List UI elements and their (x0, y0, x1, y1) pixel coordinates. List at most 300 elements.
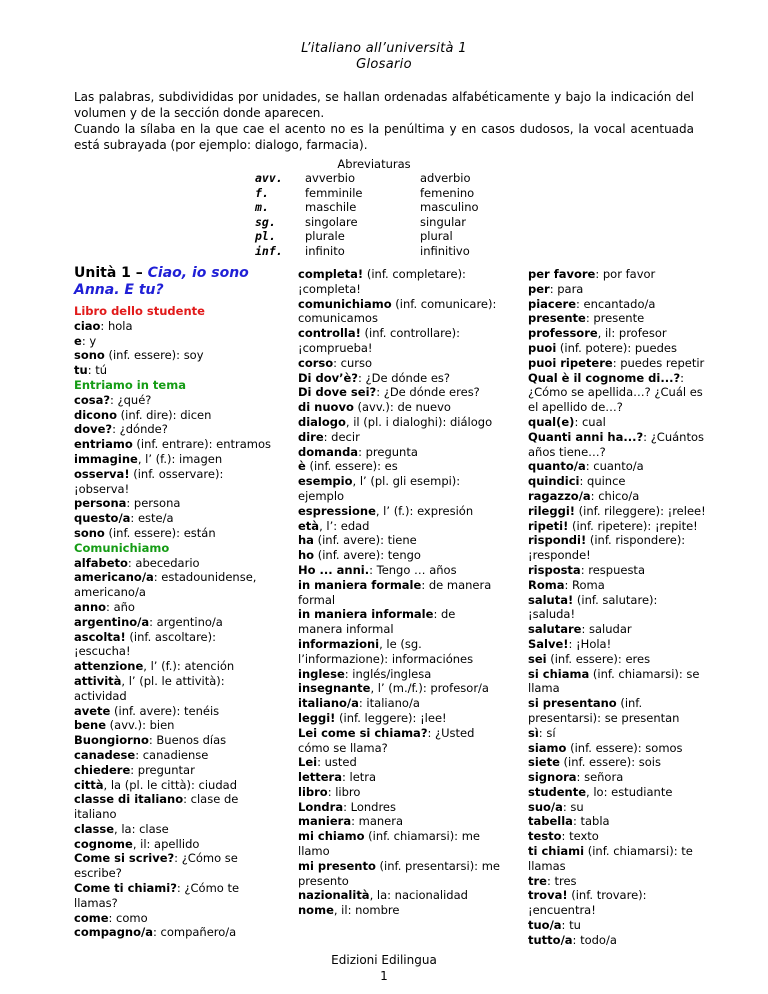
glossary-entry (528, 652, 708, 667)
intro-paragraph-1: Las palabras, subdivididas por unidades, se hallan ordenadas alfabéticamente y bajo la indicación del volumen y de la sección donde aparecen. (74, 90, 694, 120)
entry-headword: e (74, 333, 82, 348)
entry-headword: ascolta! (74, 629, 126, 644)
entry-translation: : Roma (564, 577, 605, 592)
entry-translation: : ¿Cómo se apellida…? ¿Cuál es el apellido de…? (528, 370, 703, 415)
glossary-entry (74, 733, 274, 748)
glossary-entry (298, 519, 503, 534)
glossary-entry (298, 696, 503, 711)
glossary-entry (528, 918, 708, 933)
entry-translation: : cuanto/a (585, 459, 644, 474)
entry-headword: tuo/a (528, 918, 562, 933)
glossary-entry (298, 267, 503, 297)
entry-headword: signora (528, 770, 577, 785)
entry-translation: : de manera informal (298, 607, 456, 637)
entry-headword: classe di italiano (74, 792, 184, 807)
entry-translation: , l’ (f.): atención (143, 659, 235, 674)
glossary-entry (528, 311, 708, 326)
entry-headword: tre (528, 873, 547, 888)
abbreviations-table (255, 171, 479, 258)
glossary-entry (74, 334, 274, 349)
glossary-entry (528, 474, 708, 489)
entry-translation: (inf. avere): tiene (313, 533, 417, 548)
entry-translation: : todo/a (572, 932, 617, 947)
entry-headword: bene (74, 718, 107, 733)
entry-headword: classe (74, 821, 115, 836)
entry-headword: lettera (298, 770, 342, 785)
entry-translation: : cual (574, 414, 606, 429)
glossary-entry (528, 770, 708, 785)
entry-translation: : clase de italiano (74, 792, 239, 822)
entry-headword: leggi! (298, 710, 336, 725)
entry-headword: età (298, 518, 320, 533)
entry-translation: : Tengo … años (369, 562, 457, 577)
entry-headword: Ho ... anni. (298, 562, 370, 577)
entry-headword: è (298, 459, 306, 474)
entry-translation: (inf. essere): soy (104, 348, 204, 363)
glossary-entry (74, 526, 274, 541)
glossary-entry (298, 829, 503, 859)
entry-headword: completa! (298, 267, 364, 281)
glossary-entry (298, 903, 503, 918)
glossary-entry (74, 792, 274, 822)
entry-translation: (inf. chiamarsi): se llama (528, 666, 700, 696)
entry-translation: : año (106, 599, 135, 614)
entry-headword: mi chiamo (298, 829, 365, 844)
entry-translation: : letra (341, 770, 377, 785)
abbreviations-title: Abreviaturas (337, 157, 411, 171)
glossary-entry (298, 800, 503, 815)
abbreviation-spanish: infinitivo (420, 243, 470, 258)
entry-translation: , il: nombre (333, 903, 400, 918)
entry-translation: (inf. leggere): ¡lee! (335, 710, 447, 725)
entry-headword: come (74, 910, 109, 925)
entry-translation: : abecedario (127, 555, 200, 570)
entry-translation: : curso (333, 355, 373, 370)
glossary-entry (298, 459, 503, 474)
entry-translation: : decir (323, 429, 360, 444)
entry-headword: cosa? (74, 392, 110, 407)
entry-headword: puoi ripetere (528, 355, 613, 370)
entry-headword: per (528, 281, 550, 296)
entry-headword: Qual è il cognome di...? (528, 370, 681, 385)
entry-translation: , le (sg. l’informazione): informaciónes (298, 636, 474, 666)
glossary-entry (74, 822, 274, 837)
entry-headword: dire (298, 429, 324, 444)
glossary-entry (528, 814, 708, 829)
entry-headword: Di dov’è? (298, 370, 358, 385)
entry-headword: sono (74, 525, 105, 540)
entry-translation: (inf. presentarsi): me presento (298, 858, 500, 888)
entry-translation: : tres (546, 873, 577, 888)
glossary-entry (74, 556, 274, 571)
entry-translation: : preguntar (130, 762, 195, 777)
glossary-entry (528, 267, 708, 282)
footer-page-number: 1 (380, 969, 388, 983)
entry-headword: cognome (74, 836, 133, 851)
entry-headword: quindici (528, 474, 580, 489)
glossary-entry (298, 356, 503, 371)
entry-translation: : para (549, 281, 584, 296)
entry-headword: piacere (528, 296, 577, 311)
entry-headword: esempio (298, 474, 353, 489)
entry-translation: : usted (317, 755, 357, 770)
entry-headword: Lei come si chiama? (298, 725, 428, 740)
entry-headword: domanda (298, 444, 359, 459)
entry-translation: , l’ (f.): expresión (375, 503, 474, 518)
entry-headword: Lei (298, 755, 318, 770)
abbreviation: pl. (255, 229, 276, 243)
entry-translation: , il: apellido (132, 836, 200, 851)
glossary-entry (298, 578, 503, 608)
entry-headword: mi presento (298, 858, 376, 873)
entry-headword: ripeti! (528, 518, 569, 533)
glossary-entry (528, 459, 708, 474)
entry-headword: salutare (528, 622, 582, 637)
glossary-entry (298, 326, 503, 356)
glossary-entry (528, 622, 708, 637)
section-heading: Comunichiamo (74, 540, 170, 555)
entry-headword: argentino/a (74, 614, 150, 629)
entry-headword: tutto/a (528, 932, 573, 947)
glossary-entry (528, 874, 708, 889)
entry-translation: : pregunta (358, 444, 418, 459)
entry-translation: : señora (576, 770, 624, 785)
entry-headword: Di dove sei? (298, 385, 377, 400)
glossary-column-3 (528, 267, 708, 948)
entry-translation: , la: clase (114, 821, 169, 836)
entry-translation: : manera (351, 814, 404, 829)
entry-headword: ho (298, 548, 315, 563)
entry-translation: : ¿Cómo te llamas? (74, 881, 240, 910)
glossary-column-1 (74, 265, 274, 940)
entry-translation: (inf. presentarsi): se presentan (528, 696, 680, 725)
abbreviation-row (255, 171, 479, 186)
entry-headword: Londra (298, 799, 344, 814)
glossary-entry (298, 637, 503, 667)
glossary-entry (298, 607, 503, 637)
entry-translation: (inf. essere): somos (566, 740, 683, 755)
glossary-entry (528, 489, 708, 504)
entry-translation: (inf. essere): eres (546, 651, 651, 666)
entry-translation: : ¡Hola! (568, 636, 612, 651)
entry-headword: Roma (528, 577, 565, 592)
glossary-entry (528, 741, 708, 756)
entry-translation: (inf. essere): sois (559, 755, 661, 770)
unit-heading (74, 265, 274, 299)
entry-headword: avete (74, 703, 111, 718)
entry-headword: maniera (298, 814, 352, 829)
entry-headword: saluta! (528, 592, 574, 607)
entry-translation: : ¿De dónde eres? (376, 385, 480, 400)
document-title: L’italiano all’università 1 (301, 41, 467, 56)
entry-translation: : por favor (595, 267, 656, 281)
glossary-entry (74, 659, 274, 674)
entry-translation: : saludar (581, 622, 632, 637)
entry-headword: attenzione (74, 659, 144, 674)
abbreviation: m. (255, 200, 269, 214)
entry-translation: (inf. trovare): ¡encuentra! (528, 888, 647, 918)
entry-headword: italiano/a (298, 696, 359, 711)
abbreviation-spanish: adverbio (420, 171, 471, 185)
glossary-entry (528, 800, 708, 815)
entry-translation: : estadounidense, americano/a (74, 570, 257, 600)
abbreviation-row (255, 229, 479, 244)
glossary-entry (528, 371, 708, 415)
entry-headword: ti chiami (528, 844, 585, 859)
entry-headword: canadese (74, 747, 136, 762)
glossary-entry (528, 829, 708, 844)
glossary-entry (298, 770, 503, 785)
abbreviation: inf. (255, 243, 283, 258)
entry-translation: : y (81, 333, 97, 348)
entry-headword: trova! (528, 888, 568, 903)
entry-headword: libro (298, 784, 328, 799)
unit-prefix: Unità 1 – (74, 265, 148, 281)
glossary-entry (74, 674, 274, 704)
glossary-entry (528, 415, 708, 430)
glossary-entry (528, 326, 708, 341)
glossary-entry (528, 755, 708, 770)
entry-headword: dialogo (298, 414, 346, 429)
entry-headword: puoi (528, 340, 557, 355)
glossary-entry (298, 726, 503, 756)
entry-headword: si presentano (528, 696, 617, 711)
entry-headword: studente (528, 784, 587, 799)
entry-headword: dicono (74, 407, 117, 422)
glossary-entry (528, 637, 708, 652)
entry-translation: , l’: edad (319, 518, 370, 533)
entry-headword: attività (74, 673, 122, 688)
entry-translation: : inglés/inglesa (344, 666, 432, 681)
entry-translation: (inf. completare): ¡completa! (298, 267, 466, 296)
entry-translation: (inf. dire): dicen (116, 407, 212, 422)
entry-translation: (avv.): bien (106, 718, 175, 733)
entry-headword: presente (528, 311, 586, 326)
glossary-entry (298, 400, 503, 415)
glossary-entry (74, 778, 274, 793)
entry-translation: , l’ (pl. gli esempi): ejemplo (298, 474, 461, 503)
entry-translation: (inf. avere): tengo (314, 548, 421, 563)
entry-translation: (inf. essere): es (305, 459, 398, 474)
abbreviation-spanish: singular (420, 214, 467, 229)
glossary-entry (74, 511, 274, 526)
glossary-entry (528, 888, 708, 918)
entry-headword: insegnante (298, 681, 371, 696)
entry-translation: : canadiense (135, 747, 209, 762)
abbreviation-spanish: plural (420, 229, 453, 243)
abbreviation-italian: maschile (305, 200, 357, 214)
entry-translation: , l’ (f.): imagen (137, 451, 223, 466)
glossary-entry (528, 593, 708, 623)
glossary-entry (298, 297, 503, 327)
glossary-entry (74, 319, 274, 334)
entry-headword: Come ti chiami? (74, 881, 177, 896)
entry-translation: : ¿dónde? (112, 422, 168, 437)
entry-translation: : ¿Cuántos años tiene…? (528, 429, 704, 459)
entry-headword: suo/a (528, 799, 563, 814)
glossary-entry (74, 704, 274, 719)
glossary-entry (298, 888, 503, 903)
entry-translation: : presente (585, 311, 645, 326)
entry-translation: (inf. ripetere): ¡repite! (568, 518, 698, 533)
entry-headword: chiedere (74, 762, 131, 777)
footer-publisher: Edizioni Edilingua (331, 953, 437, 967)
entry-translation: : puedes repetir (612, 355, 705, 370)
entry-translation: : tabla (572, 814, 610, 829)
section-heading: Libro dello studente (74, 304, 205, 318)
entry-translation: : Buenos días (148, 733, 227, 748)
entry-headword: americano/a (74, 570, 154, 585)
entry-headword: dove? (74, 422, 113, 437)
entry-translation: , la (pl. le città): ciudad (103, 777, 237, 792)
entry-translation: (inf. osservare): ¡observa! (74, 466, 224, 496)
entry-translation: (inf. ascoltare): ¡escucha! (74, 629, 216, 659)
glossary-entry (528, 356, 708, 371)
glossary-entry (528, 504, 708, 519)
entry-translation: : argentino/a (149, 614, 223, 629)
entry-headword: per favore (528, 267, 596, 281)
abbreviation-italian: infinito (305, 243, 345, 258)
glossary-entry (298, 785, 503, 800)
glossary-entry (74, 452, 274, 467)
entry-translation: : ¿De dónde es? (357, 370, 451, 385)
glossary-entry (298, 859, 503, 889)
abbreviation-spanish: masculino (420, 200, 479, 214)
entry-translation: : de manera formal (298, 577, 492, 607)
entry-translation: (avv.): de nuevo (353, 400, 451, 415)
entry-translation: : tu (561, 918, 581, 933)
glossary-entry (74, 363, 274, 378)
glossary-entry (528, 578, 708, 593)
glossary-entry (74, 748, 274, 763)
abbreviation-italian: plurale (305, 229, 345, 243)
glossary-entry (298, 814, 503, 829)
entry-headword: quanto/a (528, 459, 586, 474)
glossary-entry (298, 430, 503, 445)
glossary-entry (298, 445, 503, 460)
entry-translation: , l’ (m./f.): profesor/a (370, 681, 489, 696)
entry-translation: : tú (87, 363, 108, 378)
entry-headword: ha (298, 533, 314, 548)
entry-headword: immagine (74, 451, 138, 466)
abbreviation-italian: avverbio (305, 171, 355, 185)
entry-headword: questo/a (74, 511, 131, 526)
entry-translation: (inf. rispondere): ¡responde! (528, 533, 686, 563)
entry-translation: : texto (561, 829, 599, 844)
entry-translation: (inf. chiamarsi): me llamo (298, 829, 480, 859)
entry-translation: : como (108, 910, 148, 925)
intro-paragraph-2: Cuando la sílaba en la que cae el acento no es la penúltima y en casos dudosos, la vocal acentuada está subrayada (por ejemplo: dialogo, farmacia). (74, 122, 694, 152)
glossary-entry (74, 630, 274, 660)
entry-headword: Salve! (528, 636, 569, 651)
glossary-entry (74, 496, 274, 511)
entry-translation: (inf. entrare): entramos (132, 437, 271, 452)
glossary-entry (528, 844, 708, 874)
entry-translation: (inf. rileggere): ¡relee! (575, 503, 706, 518)
entry-translation: (inf. essere): están (104, 525, 216, 540)
entry-headword: anno (74, 599, 107, 614)
entry-translation: : libro (327, 784, 361, 799)
glossary-entry (74, 837, 274, 852)
entry-headword: siete (528, 755, 560, 770)
entry-headword: sei (528, 651, 547, 666)
abbreviation-italian: femminile (305, 185, 363, 200)
glossary-entry (528, 341, 708, 356)
entry-headword: sì (528, 725, 539, 740)
entry-headword: qual(e) (528, 414, 575, 429)
abbreviation: avv. (255, 171, 283, 185)
glossary-entry (298, 533, 503, 548)
entry-translation: : encantado/a (576, 296, 656, 311)
entry-headword: in maniera formale (298, 577, 422, 592)
glossary-entry (528, 785, 708, 800)
glossary-entry (528, 726, 708, 741)
entry-headword: città (74, 777, 104, 792)
entry-headword: espressione (298, 503, 376, 518)
glossary-entry (74, 911, 274, 926)
glossary-entry (528, 297, 708, 312)
entry-headword: comunichiamo (298, 296, 392, 311)
entry-translation: : Londres (343, 799, 396, 814)
glossary-entry (74, 467, 274, 497)
entry-headword: tabella (528, 814, 573, 829)
glossary-entry (298, 548, 503, 563)
entry-headword: persona (74, 496, 127, 511)
section-heading: Entriamo in tema (74, 377, 186, 392)
glossary-entry (298, 474, 503, 504)
entry-translation: : respuesta (580, 562, 645, 577)
entry-translation: : ¿Usted cómo se llama? (298, 725, 475, 755)
entry-headword: tu (74, 363, 88, 378)
abbreviation-italian: singolare (305, 214, 358, 229)
document-subtitle: Glosario (356, 57, 412, 72)
entry-translation: , l’ (pl. le attività): actividad (74, 673, 225, 703)
entry-translation: : compañero/a (152, 925, 237, 940)
entry-translation: (inf. potere): puedes (556, 340, 677, 355)
glossary-entry (298, 755, 503, 770)
entry-headword: nazionalità (298, 888, 370, 903)
entry-headword: Quanti anni ha...? (528, 429, 644, 444)
glossary-entry (74, 422, 274, 437)
entry-headword: Come si scrive? (74, 851, 175, 866)
glossary-entry (74, 437, 274, 452)
entry-translation: : este/a (130, 511, 174, 526)
abbreviation-row (255, 186, 479, 201)
abbreviation: f. (255, 185, 269, 200)
glossary-entry (74, 763, 274, 778)
abbreviation: sg. (255, 214, 276, 229)
entry-headword: Buongiorno (74, 733, 149, 748)
entry-translation: (inf. salutare): ¡saluda! (528, 592, 658, 622)
entry-headword: di nuovo (298, 400, 354, 415)
glossary-entry (528, 563, 708, 578)
entry-headword: ciao (74, 318, 101, 333)
entry-translation: : chico/a (590, 488, 640, 503)
abbreviation-row (255, 244, 479, 259)
entry-headword: rileggi! (528, 503, 576, 518)
entry-headword: compagno/a (74, 925, 153, 940)
glossary-entry (298, 711, 503, 726)
entry-translation: : ¿Cómo se escribe? (74, 851, 238, 881)
glossary-column-2 (298, 267, 503, 918)
glossary-entry (74, 615, 274, 630)
abbreviation-row (255, 200, 479, 215)
entry-headword: corso (298, 355, 334, 370)
entry-headword: si chiama (528, 666, 590, 681)
glossary-entry (528, 667, 708, 697)
glossary-entry (528, 519, 708, 534)
entry-headword: inglese (298, 666, 345, 681)
